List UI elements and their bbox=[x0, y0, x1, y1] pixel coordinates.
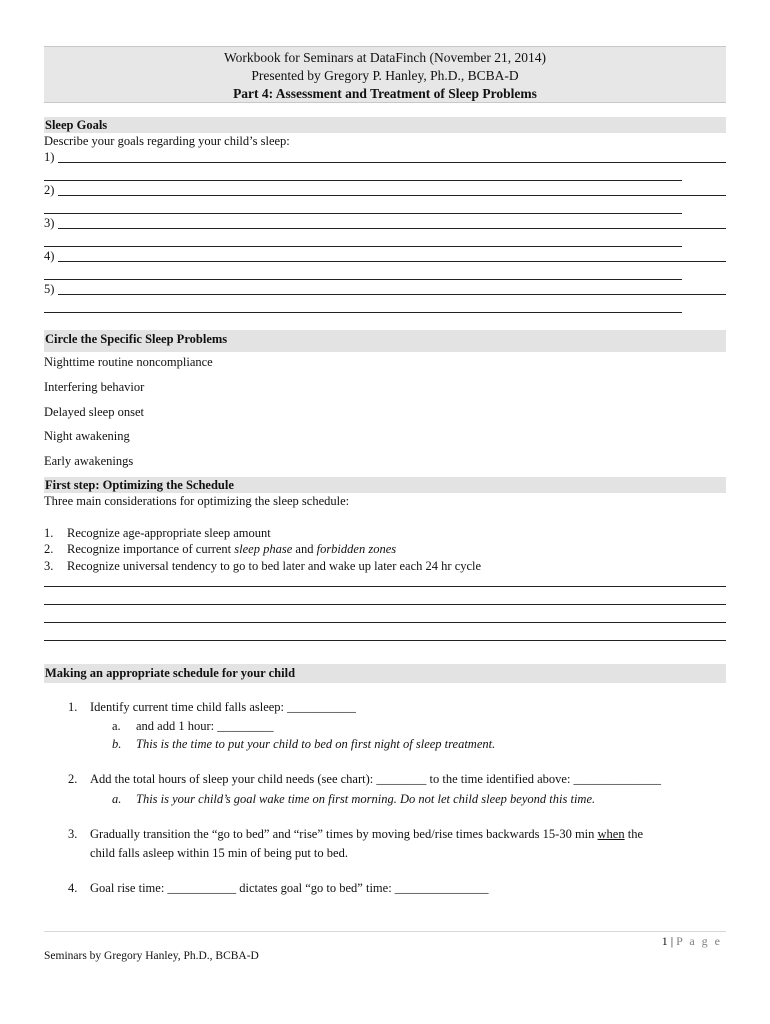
goal-number: 3) bbox=[44, 216, 55, 230]
problem-option[interactable]: Delayed sleep onset bbox=[44, 405, 144, 419]
header-title: Workbook for Seminars at DataFinch (November 21, 2014) bbox=[223, 50, 547, 65]
goal-5-continuation-line[interactable] bbox=[44, 312, 682, 313]
goal-3-line[interactable] bbox=[44, 215, 726, 231]
notes-line[interactable] bbox=[44, 622, 726, 623]
goal-number: 5) bbox=[44, 282, 55, 296]
header-part-title: Part 4: Assessment and Treatment of Sleep Problems bbox=[233, 86, 537, 101]
notes-line[interactable] bbox=[44, 604, 726, 605]
notes-line[interactable] bbox=[44, 586, 726, 587]
schedule-step-1a: a. and add 1 hour: _________ bbox=[112, 719, 274, 733]
header-presenter: Presented by Gregory P. Hanley, Ph.D., BCBA-D bbox=[251, 68, 519, 83]
sleep-goals-heading: Sleep Goals bbox=[44, 117, 726, 133]
problem-option[interactable]: Nighttime routine noncompliance bbox=[44, 355, 213, 369]
goal-4-line[interactable] bbox=[44, 248, 726, 264]
schedule-heading: Making an appropriate schedule for your child bbox=[44, 664, 726, 683]
document-header bbox=[44, 46, 726, 103]
goal-1-line[interactable] bbox=[44, 149, 726, 165]
schedule-step-3: 3. Gradually transition the “go to bed” and “rise” times by moving bed/rise times backwards 15-30 min when the child falls asleep within 15 min of being put to bed. bbox=[68, 827, 643, 860]
first-step-heading: First step: Optimizing the Schedule bbox=[44, 477, 726, 493]
consideration-item: 3. Recognize universal tendency to go to bed later and wake up later each 24 hr cycle bbox=[44, 559, 482, 573]
consideration-item: 2. Recognize importance of current sleep phase and forbidden zones bbox=[44, 542, 397, 556]
first-step-intro: Three main considerations for optimizing the sleep schedule: bbox=[44, 494, 350, 508]
problem-option[interactable]: Interfering behavior bbox=[44, 380, 145, 394]
sleep-goals-prompt: Describe your goals regarding your child’s sleep: bbox=[44, 134, 290, 148]
notes-line[interactable] bbox=[44, 640, 726, 641]
worksheet-page: Workbook for Seminars at DataFinch (November 21, 2014) Presented by Gregory P. Hanley, Ph.D., BCBA-D Part 4: Assessment and Treatment of Sleep Problems Sleep Goals Describe your goals regarding your child’s sleep: 1) 2) 3) 4) 5) Circle the Specific Sleep Problems Nighttime routine noncompliance Interfering behavior Delayed sleep onset Night awakening Early awakenings First step: Optimizing the Schedule Three main considerations for optimizing the sleep schedule: 1. Recognize age-appropriate sleep amount 2. Recognize importance of current sleep phase and forbidden zones 3. Recognize universal tendency to go to bed later and wake up later each 24 hr cycle Making an appropriate schedule for your child 1. Identify current time child falls asleep: ___________ a. and add 1 hour: _________ b. This is the time to put your child to bed on first night of sleep treatment. 2. Add the total hours of sleep your child needs (see chart): ________ to the time identified above: ______________ a. This is your child’s goal wake time on first morning. Do not let child sleep beyond this time. 3. Gradually transition the “go to bed” and “rise” times by moving bed/rise times backwards 15-30 min when the child falls asleep within 15 min of being put to bed. 4. Goal rise time: ___________ dictates goal “go to bed” time: _______________ 1 | P a g e Seminars by Gregory Hanley, Ph.D., BCBA-D bbox=[44, 0, 726, 1024]
goal-3-continuation-line[interactable] bbox=[44, 246, 682, 247]
goal-1-continuation-line[interactable] bbox=[44, 180, 682, 181]
goal-5-line[interactable] bbox=[44, 281, 726, 297]
schedule-step-1b: b. This is the time to put your child to bed on first night of sleep treatment. bbox=[112, 737, 496, 751]
footer-credit: Seminars by Gregory Hanley, Ph.D., BCBA-D bbox=[44, 950, 259, 962]
goal-4-continuation-line[interactable] bbox=[44, 279, 682, 280]
consideration-item: 1. Recognize age-appropriate sleep amount bbox=[44, 526, 271, 540]
goal-number: 2) bbox=[44, 183, 55, 197]
goal-number: 1) bbox=[44, 150, 55, 164]
goal-2-continuation-line[interactable] bbox=[44, 213, 682, 214]
goal-number: 4) bbox=[44, 249, 55, 263]
sleep-problems-heading: Circle the Specific Sleep Problems bbox=[44, 330, 726, 352]
problem-option[interactable]: Early awakenings bbox=[44, 454, 134, 468]
footer-divider bbox=[44, 931, 726, 932]
problem-option[interactable]: Night awakening bbox=[44, 429, 130, 443]
page-number: 1 | P a g e bbox=[661, 934, 722, 948]
schedule-step-2a: a. This is your child’s goal wake time on first morning. Do not let child sleep beyond this time. bbox=[112, 792, 596, 806]
goal-2-line[interactable] bbox=[44, 182, 726, 198]
